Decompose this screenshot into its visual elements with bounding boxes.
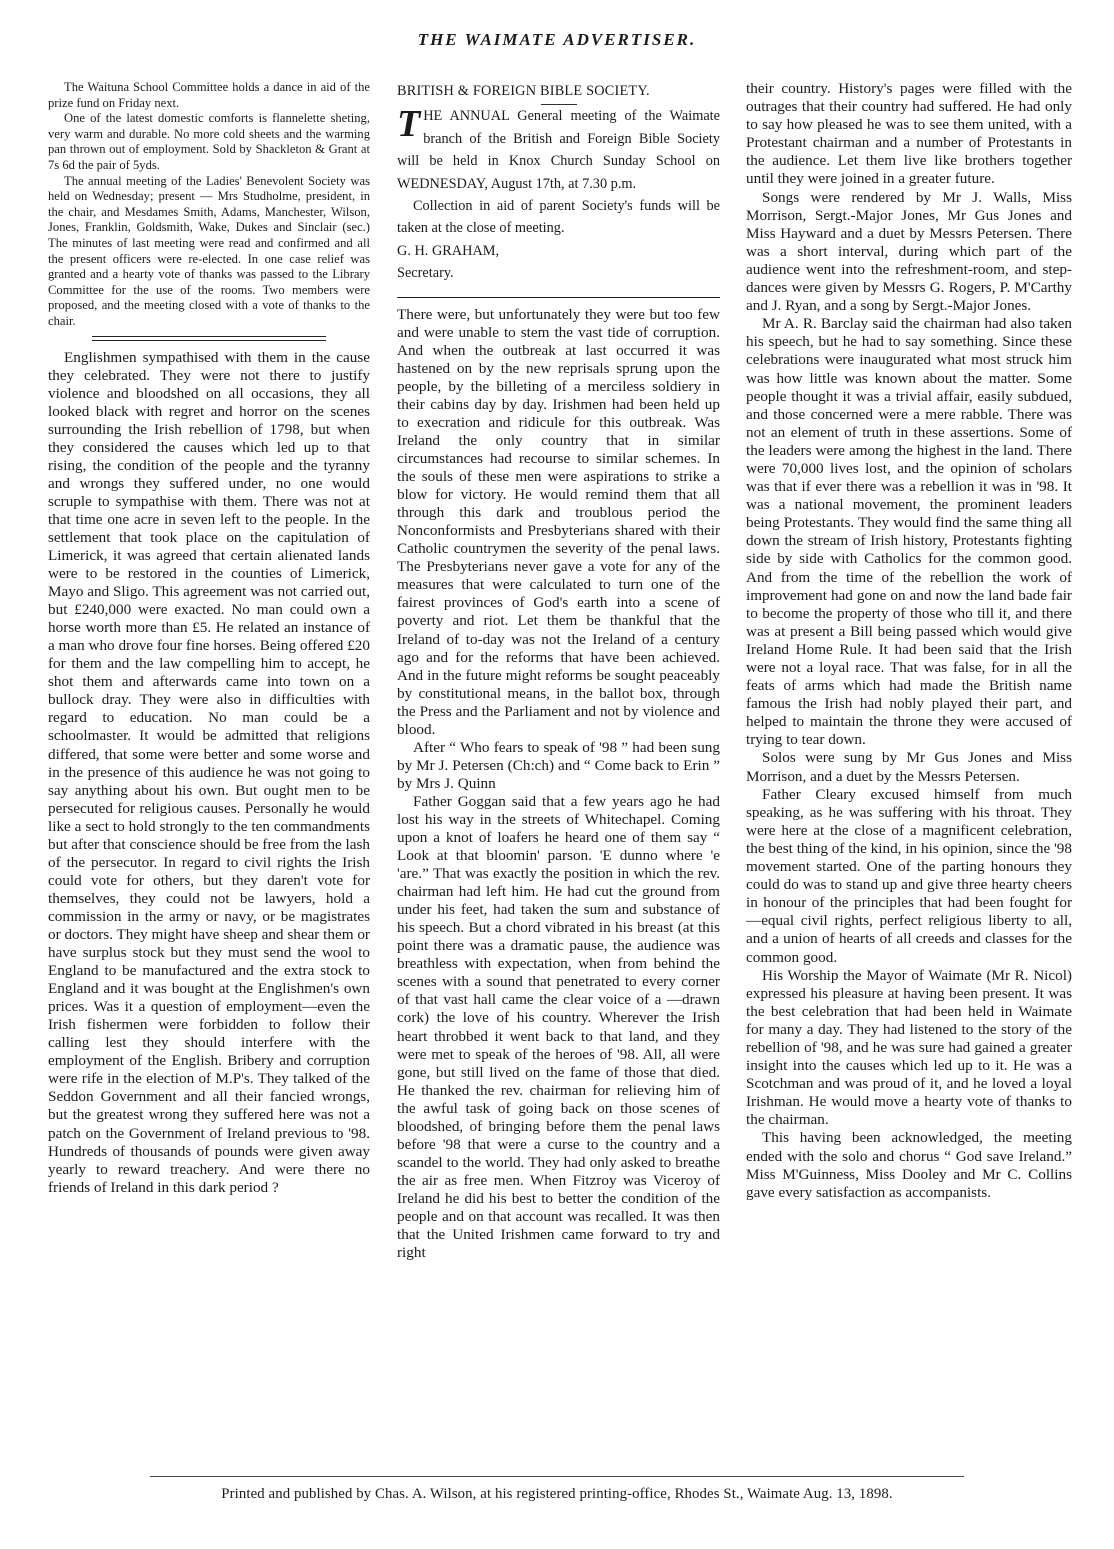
imprint-footer: Printed and published by Chas. A. Wilson, at his registered printing-office, Rhodes St., Waimate Aug. 13, 1898. <box>221 1486 893 1502</box>
notice-signer-title: Secretary. <box>397 265 454 282</box>
notice-body-text: General meeting of the Waimate branch of the British and Foreign Bible Society will be held in Knox Church Sunday School on WEDNESDAY, August 17th, at 7.30 p.m. <box>397 108 720 192</box>
masthead: THE WAIMATE ADVERTISER. <box>417 30 697 49</box>
notice-heading: BRITISH & FOREIGN BIBLE SOCIETY. <box>397 83 650 99</box>
paragraph: His Worship the Mayor of Waimate (Mr R. Nicol) expressed his pleasure at having been present. It was the best celebration that had been held in Waimate for many a day. They had listened to the story of the rebellion of '98, and he was sure had gained a greater insight into the causes which led up to it. He was a Scotchman and was proud of it, and he loved a loyal Irishman. He would move a hearty vote of thanks to the chairman. <box>746 966 1072 1129</box>
paragraph-waituna-dance: The Waituna School Committee holds a dance in aid of the prize fund on Friday next. <box>48 80 370 110</box>
paragraph: Mr A. R. Barclay said the chairman had also taken his speech, but he had to say something. Since these celebrations were inaugurated what most struck him was how little was known about the matter. Some people thought it was a trivial affair, easily subdued, and those concerned were a mere rabble. There was not an element of truth in these assertions. Some of the leaders were among the highest in the land. There were 70,000 lives lost, and the opinion of scholars was that if ever there was a rebellion it was in '98. It was a national movement, the prominent leaders being Protestants. They would find the same thing all down the stream of Irish history, Protestants fighting side by side with Catholics for the common good. And from the time of the rebellion the work of improvement had gone on and now the land bade fair to become the property of those who till it, and there was at present a Bill being passed which would give Ireland Home Rule. It had been said that the Irish were not a loyal race. That was false, for in all the feats of arms which had made the British name famous the Irish had nobly played their part, and helped to maintain the throne they were accused of trying to tear down. <box>746 315 1072 749</box>
bible-society-notice <box>397 80 720 285</box>
notice-divider <box>397 297 720 298</box>
article-text-2 <box>397 306 720 1262</box>
notice-collection: Collection in aid of parent Society's funds will be taken at the close of meeting. <box>397 198 720 237</box>
paragraph: Father Cleary excused himself from much speaking, as he was suffering with his throat. They were here at the close of a magnificent celebration, the best thing of the kind, in his opinion, since the '98 movement started. One of the parting honours they could do was to stand up and give three hearty cheers in honour of the principles that had been fought for—equal civil rights, perfect religious liberty to all, and a union of hearts of all creeds and classes for the common good. <box>746 785 1072 966</box>
notice-dropcap: T <box>397 103 421 146</box>
paragraph: There were, but unfortunately they were but too few and were unable to stem the vast tide of corruption. And when the outbreak at last occurred it was hastened on by the new reprisals sprung upon the people, by the billeting of a merciless soldiery in their cabins day by day. Irishmen had been held up to execration and ridicule for this outbreak. Was Ireland the only country that in similar circumstances had recourse to similar schemes. In the souls of these men were aspirations to strike a blow for victory. He would remind them that all through this dark and troublous period the Nonconformists and Presbyterians shared with their Catholic countrymen the severity of the penal laws. The Presbyterians never gave a vote for any of the measures that were calculated to turn one of the fairest provinces of God's earth into a scene of poverty and riot. Let them be thankful that the Ireland of to-day was not the Ireland of a century ago and for the reforms that have been achieved. And in the future might reforms be sought peaceably by constitutional means, in the ballot box, through the Press and the Parliament and not by violence and blood. <box>397 305 720 738</box>
paragraph: Englishmen sympathised with them in the cause they celebrated. They were not there to justify violence and bloodshed on all occasions, they all looked black with regret and horror on the scenes surrounding the Irish rebellion of 1798, but when they considered the causes which led up to that rising, the condition of the people and the tyranny and wrongs they suffered under, no one would scruple to sympathise with them. There was not at that time one acre in seven left to the people. In the settlement that took place on the capitulation of Limerick, it was agreed that certain alienated lands were to be restored in the counties of Limerick, Mayo and Sligo. This agreement was not carried out, but £240,000 were exacted. No man could own a horse worth more than £5. He related an instance of a man who drove four fine horses. Being offered £20 for them and the law compelling him to accept, he shot them and afterwards came into town on a bullock dray. They were also in difficulties with regard to education. No man could be a schoolmaster. It would be admitted that religions differed, that some were better and some worse and in the presence of this audience he was not going to say anything about his own. But ought men to be persecuted for religious causes. Personally he would like a sect to hold strongly to the ten commandments but after that conscience should be free from the lash of the persecutor. In regard to civil rights the Irish could vote for others, but they daren't vote for themselves, they could not be lawyers, hold a commission in the army or navy, or be magistrates or doctors. They might have sheep and shear them or have surplus stock but they must send the wool to England to be manufactured and the extra stock to England and it was bought at the Englishmen's own prices. Was it a question of employment—even the Irish fishermen were forbidden to follow their calling lest they should interfere with the employment of the English. Bribery and corruption were rife in the election of M.P's. They talked of the Seddon Government and all their fancied wrongs, but the greatest wrong they suffered here was not a patch on the Government of Ireland previous to '98. Hundreds of thousands of pounds were given away yearly to reward treachery. And were there no friends of Ireland in this dark period ? <box>48 348 370 1196</box>
notice-signer: G. H. GRAHAM, <box>397 242 500 259</box>
notice-body <box>397 105 720 195</box>
column-1 <box>48 80 370 1197</box>
paragraph-benevolent-society: The annual meeting of the Ladies' Benevolent Society was held on Wednesday; present — Mrs Studholme, president, in the chair, and Mesdames Smith, Adams, Manchester, Wilson, Jones, Franklin, Goldsmith, Wake, Dukes and Sinclair (sec.) The minutes of last meeting were read and confirmed and all the present officers were re-elected. In one case relief was granted and a hearty vote of thanks was passed to the Library Committee for the use of the rooms. Two members were proposed, and the meeting closed with a vote of thanks to the chair. <box>48 173 370 328</box>
column-3 <box>746 80 1072 1202</box>
paragraph: Solos were sung by Mr Gus Jones and Miss Morrison, and a duet by the Messrs Petersen. <box>746 749 1072 785</box>
local-notes <box>48 80 370 330</box>
footer-rule <box>150 1476 964 1477</box>
paragraph: Father Goggan said that a few years ago he had lost his way in the streets of Whitechapel. Coming upon a knot of loafers he heard one of them say “ Look at that bloomin' parson. 'E dunno where 'e 'are.” That was exactly the position in which the rev. chairman had left him. He had cut the ground from under his feet, had taken the sum and substance of his speech. But a chord vibrated in his breast (at this point there was a dramatic pause, the audience was breathless with expectation, when from behind the scenes with a sound that penetrated to every corner of that vast hall came the clear voice of a —drawn cork) the love of his country. Wherever the Irish heart throbbed it went back to that land, and they were met to speak of the heroes of '98. All, all were gone, but still lived on the fame of those that died. He thanked the rev. chairman for relieving him of the awful task of going back on those scenes of bloodshed, of bringing before them the penal laws before '98 that were a curse to the country and a scandel to the world. They had only asked to breathe the air as free men. When Fitzroy was Viceroy of Ireland he did his best to better the condition of the people and on that account was recalled. It was then that the United Irishmen came forward to try and right <box>397 792 720 1262</box>
article-text-1 <box>48 349 370 1197</box>
paragraph-flannelette: One of the latest domestic comforts is flannelette sheting, very warm and durable. No more cold sheets and the warming pan thrown out of employment. Sold by Shackleton & Grant at 7s 6d the pair of 5yds. <box>48 111 370 172</box>
paragraph: After “ Who fears to speak of '98 ” had been sung by Mr J. Petersen (Ch:ch) and “ Come back to Erin ” by Mrs J. Quinn <box>397 738 720 792</box>
notice-lead: HE ANNUAL <box>423 108 510 125</box>
column-2 <box>397 80 720 1262</box>
paragraph: Songs were rendered by Mr J. Walls, Miss Morrison, Sergt.-Major Jones, Mr Gus Jones and Miss Hayward and a duet by Messrs Petersen. There was a short interval, during which part of the audience went into the refreshment-room, and step-dances were given by Messrs G. Rogers, P. M'Carthy and J. Ryan, and a song by Sergt.-Major Jones. <box>746 188 1072 315</box>
paragraph: their country. History's pages were filled with the outrages that their country had suffered. He had only to say how pleased he was to see them united, with a Protestant chairman and a number of Protestants in the audience. Let them live like brothers together until they were joined in a greater future. <box>746 80 1072 188</box>
column-divider <box>92 336 326 341</box>
paragraph: This having been acknowledged, the meeting ended with the solo and chorus “ God save Ireland.” Miss M'Guinness, Miss Dooley and Mr C. Collins gave every satisfaction as accompanists. <box>746 1129 1072 1201</box>
